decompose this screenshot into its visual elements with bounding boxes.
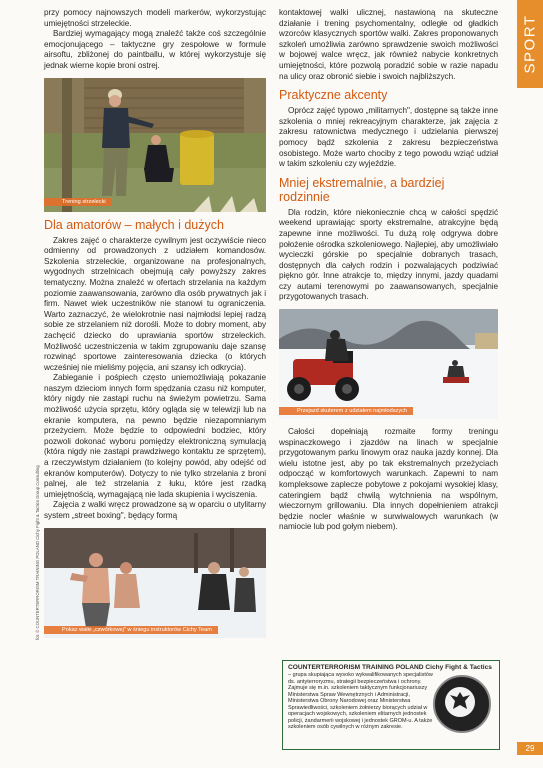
section-heading: Praktyczne akcenty [279, 88, 388, 103]
eagle-icon [445, 687, 475, 717]
section-tab-label: SPORT [521, 14, 539, 74]
photo-snow-fight [44, 528, 266, 638]
right-column [279, 8, 498, 533]
photo-caption: Pokaz walki „czwórkowej" w śniegu instruktorów Cichy Team [44, 626, 218, 634]
photo-snow-fight-image [44, 528, 266, 638]
page-number: 29 [517, 742, 543, 755]
company-infobox [282, 660, 500, 750]
infobox-title: COUNTERTERRORISM TRAINING POLAND Cichy Fight & Tactics [288, 664, 492, 671]
left-column [44, 8, 266, 638]
photo-credit: fot. © COUNTERTERRORISM TRAINING POLAND Cichy Fight & Tactics Group Consulting [35, 465, 40, 640]
left-intro-2: Bardziej wymagający mogą znaleźć także coś szczególnie emocjonującego – taktyczne gry zespołowe w formule airsoftu, zbliżonej do paintballu, w której wykorzystuje się jednak wierne kopie broni ostrej. [44, 29, 266, 70]
photo-quad-image [279, 309, 498, 419]
section-heading: Dla amatorów – małych i dużych [44, 217, 224, 232]
left-intro-1: przy pomocy najnowszych modeli markerów, wykorzystując umiejętności strzeleckie. [44, 8, 266, 28]
right-p3: Całości dopełniają rozmaite formy treningu wspinaczkowego i zjazdów na linach w specjalnie przygotowanym parku linowym oraz nauka jazdy konnej. Dla wielu istotne jest, aby po tak ekstremalnych przeżyciach odpocząć w komfortowych warunkach. Zapewni to nam kompleksowe zaplecze pobytowe z pokojami wysokiej klasy, cateringiem bądź chwilą wytchnienia na wspólnym, wieczornym grillowaniu. Dla innych dopełnieniem atrakcji będzie noclег właśnie w surwiwalowych warunkach (w namiocie lub pod gołym niebem). [279, 427, 498, 532]
photo-shooting-training [44, 78, 266, 212]
company-logo-icon [433, 675, 491, 733]
right-intro: kontaktowej walki ulicznej, nastawioną na skuteczne działanie i trening psychomentalny, odległe od gładkich wzorców klasycznych sportów walki. Zakres proponowanych szkoleń umożliwia zarówno sprawdzenie swoich możliwości w bojowej walce wręcz, jak również nabycie konkretnych umiejętności, które pozwolą poradzić sobie w razie napadu na ulicy oraz obronić siebie i swoich najbliższych. [279, 8, 498, 81]
right-p1: Oprócz zajęć typowo „militarnych", dostępne są także inne szkolenia o mniej rekreacyjnym charakterze, jak zajęcia z zakresu ratownictwa medycznego i udzielania pierwszej pomocy bądź szkolenia z zakresu bezpieczeństwa osobistego. Może warto chociby z tego powodu wziąć udział w takim szkoleniu czy wyjeździe. [279, 106, 498, 169]
right-p2: Dla rodzin, które niekoniecznie chcą w całości spędzić weekend uprawiając sporty ekstremalne, atrakcyjne będą zapewne inne możliwości. Tu dużą rolę odgrywa dobre położenie ośrodka szkoleniowego. Najlepiej, aby umożliwiało wycieczki górskie po specjalnie dobranych trasach, dostępnych dla całych rodzin i pozwalających podziwiać piękno gór. Inne atrakcje to, między innymi, jazdy quadami czy autami terenowymi po zaawansowanych, specjalnie przygotowanych trasach. [279, 207, 498, 302]
photo-caption: Przejazd skuterem z udziałem najmłodszych [279, 407, 413, 415]
left-body-3: Zajęcia z walki wręcz prowadzone są w oparciu o utylitarny system „street boxing", będący formą [44, 500, 266, 520]
left-body-2: Zabieganie i pośpiech często uniemożliwiają pokazanie naszym dzieciom innych form spędzania czasu niż komputer, który nigdy nie zastąpi ruchu na świeżym powietrzu. Sama możliwość użycia sprzętu, który ogląda się w telewizji lub na ekranie komputera, na pewno będzie niezapomnianym przeżyciem. Może będzie to odpowiedni bodziec, który pozwoli dokonać wyboru pomiędzy elektroniczną symulacją (która nigdy nie zastąpi prawdziwego kontaktu ze sprzętem), a rzeczywistym działaniem (to kolejny powód, aby odejść od ekranów komputerów). Dotyczy to nie tylko strzelania z broni palnej, ale też strzelania z łuku, które jest rzadką umiejętnością, wymagającą nie lada skupienia i wyciszenia. [44, 373, 266, 499]
section-tab [517, 0, 543, 88]
left-body-1: Zakres zajęć o charakterze cywilnym jest oczywiście nieco odmienny od prowadzonych z udziałem komandosów. Szkolenia strzeleckie, organizowane na profesjonalnych, wygodnych strzelnicach obejmują cały powyższy zakres tematyczny. Można znaleźć w ofertach strzelania na każdym poziomie zaawansowania, zarówno dla osób prywatnych jak i firm. Nawet wiek uczestników nie stanowi tu ograniczenia. Warto zaznaczyć, że wielokrotnie nasi najmłodsi lepiej radzą sobie ze strzelaniem niż dorośli. Może to dobry moment, aby zachęcić dziecko do uprawiania sportów strzeleckich. Możliwość uczestniczenia w takim zgrupowaniu daje szansę rozwinąć sportowe zainteresowania dziecka (o których wcześniej nie mieliśmy pojęcia, ani szansy ich odkrycia). [44, 235, 266, 372]
photo-caption: Trening strzelecki [44, 198, 112, 206]
infobox-body: – grupa skupiająca wysoko wykwalifikowanych specjalistów ds. antyterroryzmu, strategii bezpieczeństwa i ochrony. Zajmuje się m.in. szkoleniem taktycznym funkcjonariuszy Ministerstwa Spraw Wewnętrznych i Administracji, Ministerstwa Obrony Narodowej oraz Ministerstwa Sprawiedliwości, szkoleniem żołnierzy biorących udział w operacjach wojskowych, szkoleniem elitarnych jednostek policji, żandarmerii wojskowej i jednostek GROM-u. A także szkoleniem osób cywilnych w różnym zakresie. [288, 672, 433, 730]
photo-shooting-image [44, 78, 266, 212]
section-heading: Mniej ekstremalnie, a bardziej rodzinnie [279, 175, 445, 204]
photo-quad-snow [279, 309, 498, 419]
